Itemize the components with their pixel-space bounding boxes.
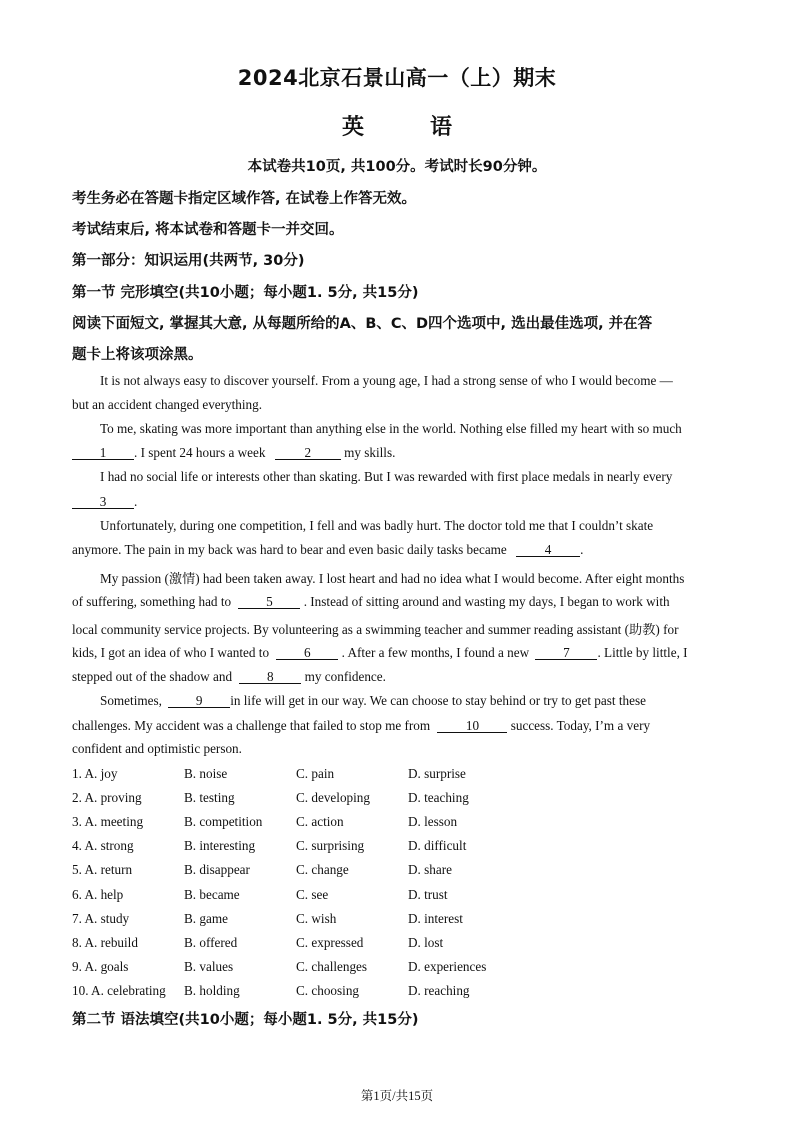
option-4-a[interactable]: 4. A. strong <box>72 838 134 854</box>
instruction-line-1: 阅读下面短文, 掌握其大意, 从每题所给的A、B、C、D四个选项中, 选出最佳选项, 并在答 <box>72 316 653 332</box>
option-2-b[interactable]: B. testing <box>184 790 235 806</box>
option-5-d[interactable]: D. share <box>408 862 452 878</box>
passage-line: To me, skating was more important than anything else in the world. Nothing else filled my heart with so much <box>100 421 682 436</box>
option-6-d[interactable]: D. trust <box>408 886 448 902</box>
option-4-c[interactable]: C. surprising <box>296 838 365 854</box>
passage-line: but an accident changed everything. <box>72 397 263 412</box>
option-8-b[interactable]: B. offered <box>184 934 238 950</box>
option-2-d[interactable]: D. teaching <box>408 790 469 806</box>
passage-line: Sometimes, 9 in life will get in our way. We can choose to stay behind or try to get past these <box>100 693 646 708</box>
option-10-c[interactable]: C. choosing <box>296 982 360 998</box>
option-5-b[interactable]: B. disappear <box>184 862 250 878</box>
option-2-a[interactable]: 2. A. proving <box>72 790 142 806</box>
option-3-a[interactable]: 3. A. meeting <box>72 814 144 830</box>
passage-line: 3 . <box>72 494 137 510</box>
option-10-d[interactable]: D. reaching <box>408 982 470 998</box>
passage-line: challenges. My accident was a challenge that failed to stop me from 10 success. Today, I’m a very <box>72 718 651 733</box>
option-3-d[interactable]: D. lesson <box>408 814 458 830</box>
subject-title: 英 语 <box>341 115 474 140</box>
page-number: 第1页/共15页 <box>360 1089 434 1103</box>
option-6-c[interactable]: C. see <box>296 886 329 902</box>
option-10-a[interactable]: 10. A. celebrating <box>72 982 166 998</box>
passage-line: My passion (激情) had been taken away. I lost heart and had no idea what I would become. After eight months <box>100 571 685 586</box>
option-3-b[interactable]: B. competition <box>184 814 263 830</box>
option-8-a[interactable]: 8. A. rebuild <box>72 934 138 950</box>
passage-line: anymore. The pain in my back was hard to bear and even basic daily tasks became 4 . <box>72 542 584 557</box>
passage-line: Unfortunately, during one competition, I fell and was badly hurt. The doctor told me that I couldn’t skate <box>100 518 654 533</box>
passage-line: of suffering, something had to 5 . Instead of sitting around and wasting my days, I began to work with <box>72 594 670 609</box>
option-6-a[interactable]: 6. A. help <box>72 886 124 902</box>
blank-1[interactable]: 1 <box>72 446 134 460</box>
option-9-a[interactable]: 9. A. goals <box>72 958 129 974</box>
option-2-c[interactable]: C. developing <box>296 790 370 806</box>
blank-5[interactable]: 5 <box>238 595 300 609</box>
blank-4[interactable]: 4 <box>516 543 580 557</box>
option-9-c[interactable]: C. challenges <box>296 958 368 974</box>
blank-6[interactable]: 6 <box>276 646 338 660</box>
passage-line: stepped out of the shadow and 8 my confidence. <box>72 669 386 684</box>
section1-heading: 第一节 完形填空(共10小题；每小题1. 5分, 共15分) <box>72 285 419 301</box>
option-8-d[interactable]: D. lost <box>408 934 444 950</box>
option-6-b[interactable]: B. became <box>184 886 240 902</box>
option-7-c[interactable]: C. wish <box>296 910 337 926</box>
blank-7[interactable]: 7 <box>535 646 597 660</box>
passage-line: local community service projects. By volunteering as a swimming teacher and summer reading assistant (助教) for <box>72 622 679 637</box>
instruction-line-2: 题卡上将该项涂黑。 <box>72 347 203 363</box>
option-9-b[interactable]: B. values <box>184 958 234 974</box>
option-7-b[interactable]: B. game <box>184 910 228 926</box>
option-9-d[interactable]: D. experiences <box>408 958 487 974</box>
option-5-a[interactable]: 5. A. return <box>72 862 133 878</box>
option-4-b[interactable]: B. interesting <box>184 838 256 854</box>
blank-9[interactable]: 9 <box>168 694 230 708</box>
option-10-b[interactable]: B. holding <box>184 982 240 998</box>
blank-3[interactable]: 3 <box>72 495 134 509</box>
option-1-c[interactable]: C. pain <box>296 766 335 781</box>
exam-info: 本试卷共10页, 共100分。考试时长90分钟。 <box>247 159 547 175</box>
option-7-a[interactable]: 7. A. study <box>72 910 130 926</box>
option-8-c[interactable]: C. expressed <box>296 934 364 950</box>
option-1-b[interactable]: B. noise <box>184 766 228 781</box>
option-1-d[interactable]: D. surprise <box>408 766 466 781</box>
blank-8[interactable]: 8 <box>239 670 301 684</box>
passage-line: 1 . I spent 24 hours a week 2 my skills. <box>72 445 395 461</box>
option-3-c[interactable]: C. action <box>296 814 344 830</box>
notice-2: 考试结束后, 将本试卷和答题卡一并交回。 <box>72 222 344 238</box>
blank-10[interactable]: 10 <box>437 719 507 733</box>
passage-line: I had no social life or interests other than skating. But I was rewarded with first place medals in nearly every <box>100 469 673 484</box>
passage-line: kids, I got an idea of who I wanted to 6 . After a few months, I found a new 7 . Little by little, I <box>72 645 688 660</box>
option-5-c[interactable]: C. change <box>296 862 349 878</box>
option-7-d[interactable]: D. interest <box>408 910 463 926</box>
blank-2[interactable]: 2 <box>275 446 341 460</box>
page-title: 2024北京石景山高一（上）期末 <box>237 66 557 90</box>
passage-line: confident and optimistic person. <box>72 741 242 756</box>
section2-heading: 第二节 语法填空(共10小题；每小题1. 5分, 共15分) <box>72 1012 419 1028</box>
option-1-a[interactable]: 1. A. joy <box>72 766 118 781</box>
passage-line: It is not always easy to discover yourself. From a young age, I had a strong sense of who I would become — <box>100 373 673 388</box>
option-4-d[interactable]: D. difficult <box>408 838 467 854</box>
part1-heading: 第一部分：知识运用(共两节, 30分) <box>72 253 305 269</box>
notice-1: 考生务必在答题卡指定区域作答, 在试卷上作答无效。 <box>72 191 417 207</box>
